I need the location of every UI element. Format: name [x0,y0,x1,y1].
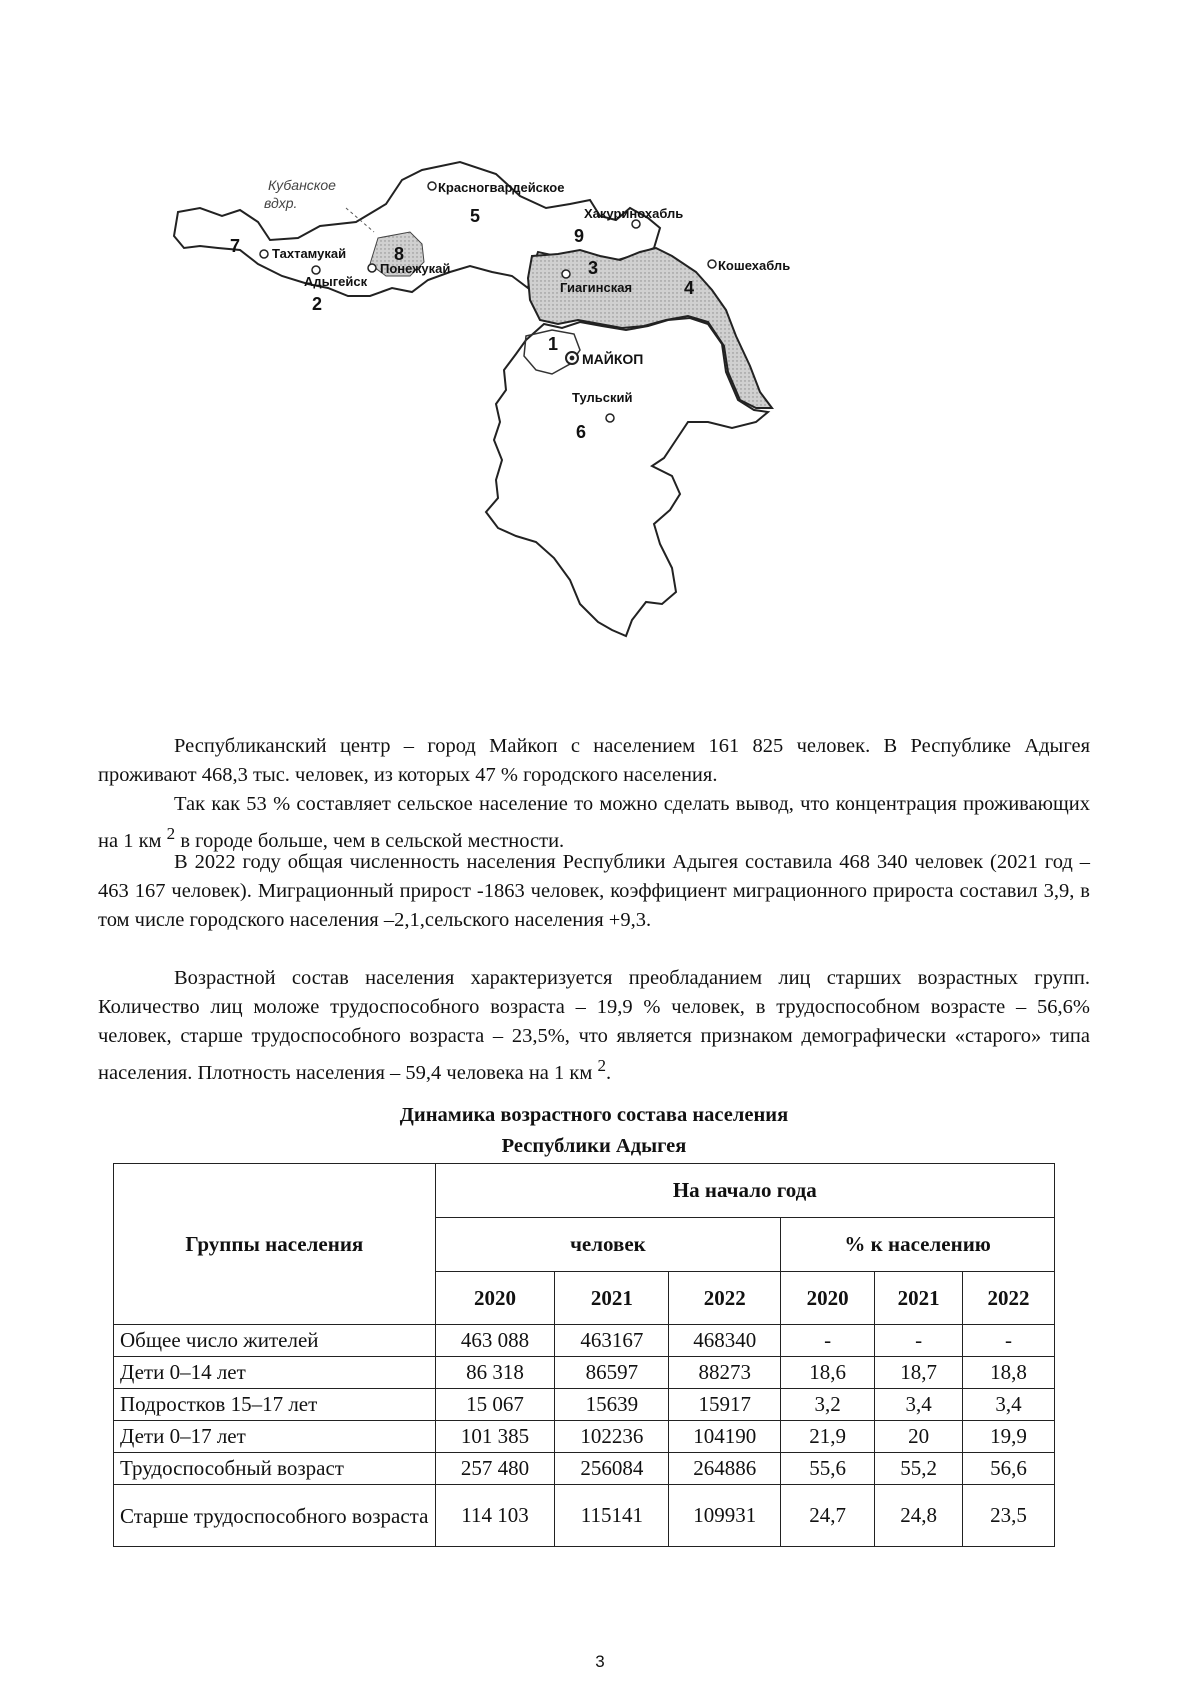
table-caption-line1: Динамика возрастного состава населения [399,1104,789,1126]
cell: 18,8 [963,1357,1055,1389]
settlement-krasnogvardeyskoe-marker [428,182,436,190]
age-structure-table [113,1163,1055,1547]
header-year-people-2021: 2021 [555,1272,669,1325]
paragraph-population-2022: В 2022 году общая численность населения Республики Адыгея составила 468 340 человек (2021 год – 463 167 человек). Миграционный прирост -1863 человек, коэффициент миграционного прироста составил 3,9, в том числе городского населения –2,1,сельского населения +9,3. [98,851,1090,931]
cell: 21,9 [781,1421,875,1453]
cell: 55,6 [781,1453,875,1485]
settlement-ponezhukay-marker [368,264,376,272]
district-number-9: 9 [574,226,585,246]
cell: 19,9 [963,1421,1055,1453]
table-row [114,1421,1055,1453]
cell: 104190 [669,1421,781,1453]
cell: 3,4 [963,1389,1055,1421]
header-year-people-2020: 2020 [435,1272,555,1325]
table-row [114,1453,1055,1485]
cell: 18,6 [781,1357,875,1389]
cell: 3,4 [875,1389,963,1421]
place-krasnogvardeyskoe: Красногвардейское [438,180,565,195]
cell: 55,2 [875,1453,963,1485]
cell: 463167 [555,1325,669,1357]
paragraph-capital: Республиканский центр – город Майкоп с населением 161 825 человек. В Республике Адыгея проживают 468,3 тыс. человек, из которых 47 % городского населения. [98,735,1090,786]
header-year-percent-2020: 2020 [781,1272,875,1325]
settlement-khakurinokhabl-marker [632,220,640,228]
district-number-4: 4 [684,278,695,298]
place-koshekhabl: Кошехабль [718,258,791,273]
district-number-5: 5 [470,206,481,226]
place-tulsky: Тульский [572,390,633,405]
settlement-tulsky-marker [606,414,614,422]
cell: 88273 [669,1357,781,1389]
header-groups: Группы населения [114,1164,436,1325]
cell: 3,2 [781,1389,875,1421]
row-group: Старше трудоспособного возраста [114,1485,436,1547]
header-year-percent-2021: 2021 [875,1272,963,1325]
row-group: Подростков 15–17 лет [114,1389,436,1421]
district-number-6: 6 [576,422,587,442]
header-year-people-2022: 2022 [669,1272,781,1325]
district-number-2: 2 [312,294,323,314]
paragraph-rural-share: Так как 53 % составляет сельское население то можно сделать вывод, что концентрация проживающих на 1 км $^2$ в городе больше, чем в сельской местности. [98,793,1090,852]
cell: 86597 [555,1357,669,1389]
row-group: Трудоспособный возраст [114,1453,436,1485]
cell: 86 318 [435,1357,555,1389]
cell: 264886 [669,1453,781,1485]
cell: 23,5 [963,1485,1055,1547]
cell: 15917 [669,1389,781,1421]
header-period: На начало года [435,1164,1054,1218]
place-khakurinokhabl: Хакуринохабль [584,206,684,221]
cell: 463 088 [435,1325,555,1357]
row-group: Общее число жителей [114,1325,436,1357]
district-number-3: 3 [588,258,599,278]
cell: 257 480 [435,1453,555,1485]
paragraph-age-structure: Возрастной состав населения характеризуется преобладанием лиц старших возрастных групп. Количество лиц моложе трудоспособного возраста – 19,9 % человек, в трудоспособном возрасте – 56,6% человек, старше трудоспособного возраста – 23,5%, что является признаком демографически «старого» типа населения. Плотность населения – 59,4 человека на 1 км $^2$. [98,967,1090,1084]
settlement-giaginskaya-marker [562,270,570,278]
cell: 109931 [669,1485,781,1547]
cell: 15639 [555,1389,669,1421]
table-row [114,1485,1055,1547]
header-year-percent-2022: 2022 [963,1272,1055,1325]
adygea-map [160,160,880,700]
place-giaginskaya: Гиагинская [560,280,633,295]
table-row [114,1357,1055,1389]
settlement-koshekhabl-marker [708,260,716,268]
cell: 24,8 [875,1485,963,1547]
district-number-8: 8 [394,244,405,264]
reservoir-label-1: Кубанское [268,177,336,193]
cell: 15 067 [435,1389,555,1421]
superscript-km2-density: 2 [597,1056,607,1075]
capital-maykop-dot [570,356,575,361]
reservoir-label-2: вдхр. [264,195,298,211]
settlement-adygeysk-marker [312,266,320,274]
header-percent: % к населению [781,1218,1055,1272]
table-row [114,1389,1055,1421]
cell: 18,7 [875,1357,963,1389]
cell: - [781,1325,875,1357]
row-group: Дети 0–14 лет [114,1357,436,1389]
settlement-takhtamukay-marker [260,250,268,258]
cell: 114 103 [435,1485,555,1547]
cell: - [875,1325,963,1357]
row-group: Дети 0–17 лет [114,1421,436,1453]
cell: 256084 [555,1453,669,1485]
place-takhtamukay: Тахтамукай [272,246,347,261]
header-people: человек [435,1218,781,1272]
place-adygeysk: Адыгейск [304,274,368,289]
cell: 20 [875,1421,963,1453]
cell: - [963,1325,1055,1357]
place-maykop: МАЙКОП [582,351,644,367]
table-caption-line2: Республики Адыгея [501,1135,687,1157]
district-number-7: 7 [230,236,241,256]
cell: 101 385 [435,1421,555,1453]
place-ponezhukay: Понежукай [380,261,451,276]
district-number-1: 1 [548,334,559,354]
table-row [114,1325,1055,1357]
cell: 56,6 [963,1453,1055,1485]
cell: 115141 [555,1485,669,1547]
cell: 102236 [555,1421,669,1453]
cell: 24,7 [781,1485,875,1547]
cell: 468340 [669,1325,781,1357]
superscript-km2: 2 [166,824,176,843]
page-number: 3 [595,1652,605,1671]
